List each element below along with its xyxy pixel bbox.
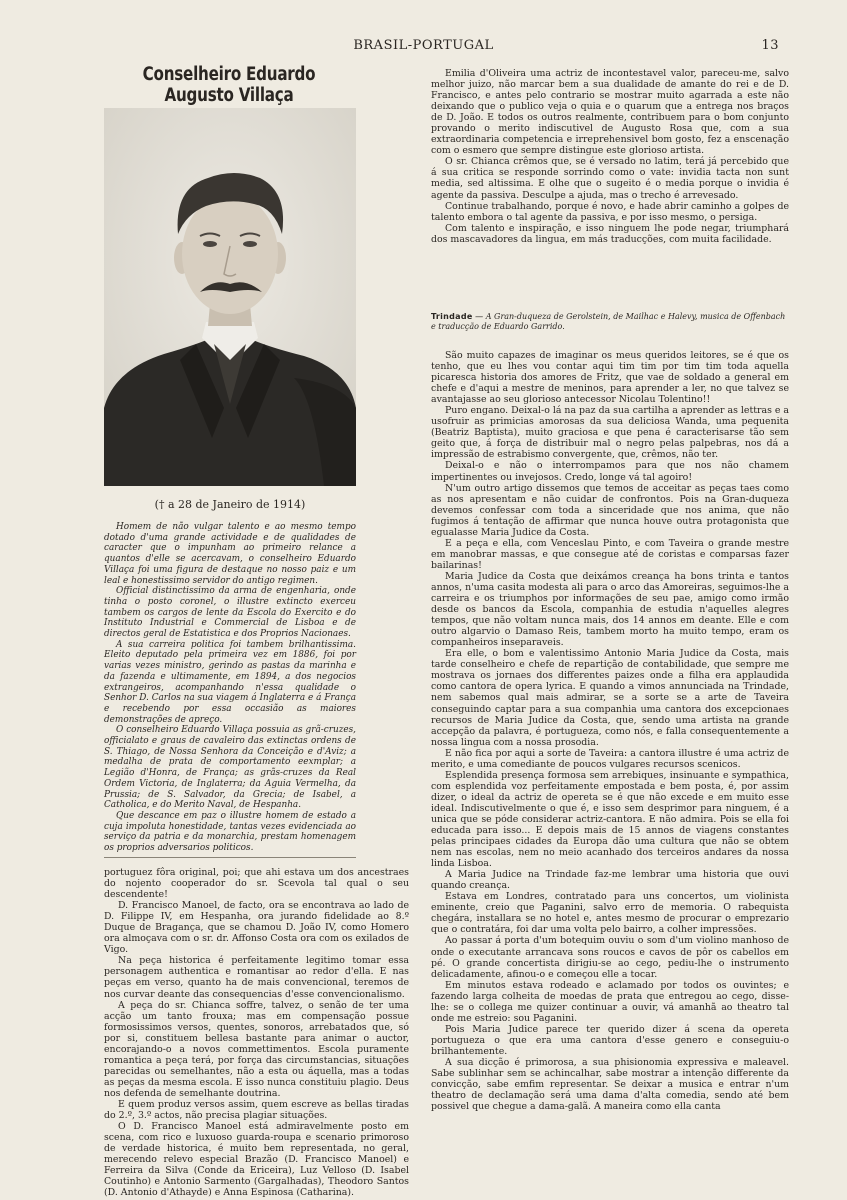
photo-caption: († a 28 de Janeiro de 1914) xyxy=(154,498,306,511)
body-paragraph: Ao passar á porta d'um botequim ouviu o som d'um violino manhoso de onde o executante arrancava sons roucos e cavos de pôr os cabellos em pé. O grande concertista dirigiu-se ao cego, pediu-lhe o instrumento delicadamente, afinou-o e começou elle a tocar. xyxy=(431,935,789,980)
section-heading-trindade xyxy=(431,312,789,332)
body-paragraph: A sua dicção é primorosa, a sua phisionomia expressiva e maleavel. Sabe sublinhar sem se achincalhar, sabe mostrar a intenção differente da convicção, sabe emfim representar. Se deixar a musica e entrar n'um theatro de declamação será uma dama d'alta comedia, sendo até bem possivel que chegue a dama-galã. A maneira como ella canta xyxy=(431,1057,789,1113)
body-paragraph: Estava em Londres, contratado para uns concertos, um violinista eminente, creio que Paganini, salvo erro de memoria. O rabequista chegára, installara se no hotel e, antes mesmo de procurar o emprezario que o contratára, foi dar uma volta pelo bairro, a colher impressões. xyxy=(431,891,789,936)
body-paragraph: Maria Judice da Costa que deixámos creança ha bons trinta e tantos annos, n'uma casita modesta ali para o arco das Amoreiras, seguimos-lhe a carreira e os triumphos por informações de seu pae, amigo como irmão desde os bancos da Escola, companhia de estudia n'aquelles alegres tempos, que não voltam nunca mais, dos 14 annos em deante. Elle e com outro algarvio o Damaso Reis, tambem morto ha muito tempo, eram os companheiros inseparaveis. xyxy=(431,570,789,649)
body-paragraph: Puro engano. Deixal-o lá na paz da sua cartilha a aprender as lettras e a usofruir as primicias amorosas da sua deliciosa Wanda, uma pequenita (Beatriz Baptista), muito graciosa e que pena é caracterisarse tão sem geito que, á força de distribuir mal o negro pelas palpebras, nos dá a impressão de estrabismo convergente, que, crêmos, não ter. xyxy=(431,405,789,461)
divider xyxy=(104,857,356,858)
body-paragraph: São muito capazes de imaginar os meus queridos leitores, se é que os tenho, que eu lhes vou contar aqui tim tim por tim tim toda aquella picaresca historia dos amores de Fritz, que vae de soldado a general em chefe e d'aqui a mestre de meninos, para aprender a ler, no que talvez se avantajasse ao seu glorioso antecessor Nicolau Tolentino!! xyxy=(431,350,789,406)
body-paragraph: portuguez fôra original, poi; que ahi estava um dos ancestraes do nojento cooperador do sr. Scevola tal qual o seu descendente! xyxy=(104,867,409,901)
biography xyxy=(104,522,356,854)
body-paragraph: Continue trabalhando, porque é novo, e hade abrir caminho a golpes de talento embora o tal agente da passiva, e por isso mesmo, o persiga. xyxy=(431,200,789,223)
bio-paragraph: A sua carreira politica foi tambem brilhantissima. Eleito deputado pela primeira vez em 1886, foi por varias vezes ministro, gerindo as pastas da marinha e da fazenda e ultimamente, em 1894, a dos negocios extrangeiros, acompanhando n'essa qualidade o Senhor D. Carlos na sua viagem á Inglaterra e á França e recebendo por essa occasião as maiores demonstrações de apreço. xyxy=(104,639,356,725)
body-paragraph: O sr. Chianca crêmos que, se é versado no latim, terá já percebido que á sua critica se responde sorrindo como o vate: invidia tacta non sunt media, sed altissima. E olhe que o sugeito é o media porque o invidia é agente da passiva. Desculpe a ajuda, mas o trecho é arrevesado. xyxy=(431,156,789,201)
article-title: Conselheiro Eduardo Augusto Villaça xyxy=(142,64,316,106)
body-paragraph: E não fica por aqui a sorte de Taveira: a cantora illustre é uma actriz de merito, e uma comediante de poucos vulgares recursos scenicos. xyxy=(431,747,789,770)
body-paragraph: D. Francisco Manoel, de facto, ora se encontrava ao lado de D. Filippe IV, em Hespanha, ora jurando fidelidade ao 8.º Duque de Bragança, que se chamou D. João IV, como Homero ora almoçava com o sr. dr. Affonso Costa ora com os exilados de Vigo. xyxy=(104,900,409,956)
body-paragraph: Emilia d'Oliveira uma actriz de incontestavel valor, pareceu-me, salvo melhor juizo, não marcar bem a sua dualidade de amante do rei e de D. Francisco, e antes pelo contrario se mostrar muito agarrada a este não deixando que o publico veja o quia e o quarum que a entrega nos braços de D. João. E todos os outros realmente, contribuem para o bom conjunto provando o merito indiscutivel de Augusto Rosa que, com a sua extraordinaria competencia e irreprehensivel bom gosto, fez a enscenação com o esmero que sempre distingue este glorioso artista. xyxy=(431,68,789,157)
body-paragraph: E a peça e ella, com Venceslau Pinto, e com Taveira o grande mestre em manobrar massas, e que consegue até de coristas e comparsas fazer bailarinas! xyxy=(431,537,789,571)
bio-paragraph: Official distinctissimo da arma de engenharia, onde tinha o posto coronel, o illustre extincto exerceu tambem os cargos de lente da Escola do Exercito e do Instituto Industrial e Commercial de Lisboa e de directos geral de Estatistica e dos Proprios Nacionaes. xyxy=(104,586,356,640)
body-paragraph: Na peça historica é perfeitamente legitimo tomar essa personagem authentica e romantisar ao redor d'ella. E nas peças em verso, quanto ha de mais convencional, teremos de nos curvar deante das consequencias d'esse convencionalismo. xyxy=(104,955,409,1000)
body-paragraph: A Maria Judice na Trindade faz-me lembrar uma historia que ouvi quando creança. xyxy=(431,869,789,892)
bio-paragraph: O conselheiro Eduardo Villaça possuia as grã-cruzes, officialato e graus de cavaleiro das extinctas ordens de S. Thiago, de Nossa Senhora da Conceição e d'Aviz; a medalha de prata de comportamento eexmplar; a Legião d'Honra, de França; as grãs-cruzes da Real Ordem Victoria, de Inglaterra; da Aguia Vermelha, da Prussia; de S. Salvador, da Grecia; de Isabel, a Catholica, e do Merito Naval, de Hespanha. xyxy=(104,725,356,811)
right-column-body xyxy=(431,350,789,1112)
publication-title: BRASIL-PORTUGAL xyxy=(353,38,494,53)
bio-paragraph: Que descance em paz o illustre homem de estado a cuja impoluta honestidade, tantas vezes evidenciada ao serviço da patria e da monarchia, prestam homenagem os proprios adversarios politicos. xyxy=(104,810,356,854)
right-column-top xyxy=(431,68,789,245)
body-paragraph: Esplendida presença formosa sem arrebiques, insinuante e sympathica, com esplendida voz perfeitamente empostada e bem posta, é, por assim dizer, o ideal da actriz de opereta se é que não excede e em muito esse ideal. Indiscutivelmente o que é, e isso sem desprimor para ninguem, é a unica que se póde considerar actriz-cantora. E não admira. Pois se ella foi educada para isso... E depois mais de 15 annos de viagens constantes pelas principaes cidades da Europa dão uma cultura que não se obtem nem nas escolas, nem no meio acanhado dos terceiros andares da nossa linda Lisboa. xyxy=(431,769,789,870)
body-paragraph: Era elle, o bom e valentissimo Antonio Maria Judice da Costa, mais tarde conselheiro e chefe de repartição de contabilidade, que sempre me mostrava os jornaes dos differentes paizes onde a filha era applaudida como cantora de opera lyrica. E quando a vimos annunciada na Trindade, nem sabemos qual mais admirar, se a sorte se a arte de Taveira conseguindo captar para a sua companhia uma cantora dos excepcionaes recursos de Maria Judice da Costa, que, sendo uma artista na grande accepção da palavra, é portugueza, como nós, e falla consequentemente a nossa lingua com a nossa prosodia. xyxy=(431,648,789,748)
body-paragraph: A peça do sr. Chianca soffre, talvez, o senão de ter uma acção um tanto frouxa; mas em compensação possue formosissimos versos, quentes, sonoros, arrebatados que, só por si, constituem bellesa bastante para animar o auctor, encorajando-o a novos commettimentos. Escola puramente romantica a peça terá, por força das circumstancias, situações parecidas ou semelhantes, não a esta ou áquella, mas a todas as peças da mesma escola. E isso nunca constituiu plagio. Deus nos defenda de semelhante doutrina. xyxy=(104,999,409,1099)
body-paragraph: E quem produz versos assim, quem escreve as bellas tiradas do 2.º, 3.º actos, não precisa plagiar situações. xyxy=(104,1098,409,1122)
body-paragraph: O D. Francisco Manoel está admiravelmente posto em scena, com rico e luxuoso guarda-roupa e scenario primoroso de verdade historica, é muito bem representada, no geral, merecendo relevo especial Brazão (D. Francisco Manoel) e Ferreira da Silva (Conde da Ericeira), Luz Velloso (D. Isabel Coutinho) e Antonio Sarmento (Gargalhadas), Theodoro Santos (D. Antonio d'Athayde) e Anna Espinosa (Catharina). xyxy=(104,1121,409,1199)
body-paragraph: Com talento e inspiração, e isso ninguem lhe pode negar, triumphará dos mascavadores da lingua, em más traducções, com muita facilidade. xyxy=(431,222,789,245)
bio-paragraph: Homem de não vulgar talento e ao mesmo tempo dotado d'uma grande actividade e de qualidades de caracter que o impunham ao primeiro relance a quantos d'elle se acercavam, o conselheiro Eduardo Villaça foi uma figura de destaque no nosso paiz e um leal e honestissimo servidor do antigo regimen. xyxy=(104,522,356,586)
body-paragraph: Deixal-o e não o interrompamos para que nos não chamem impertinentes ou invejosos. Credo, longe vá tal agoiro! xyxy=(431,460,789,483)
page-header xyxy=(0,38,847,54)
play-credits: — A Gran-duqueza de Gerolstein, de Mailhac e Halevy, musica de Offenbach e traducção de Eduardo Garrido. xyxy=(431,312,786,331)
body-paragraph: Em minutos estava rodeado e aclamado por todos os ouvintes; e fazendo larga colheita de moedas de prata que entregou ao cego, disse-lhe: se o collega me quizer continuar a ouvir, vá amanhã ao theatro tal onde me estreio: sou Paganini. xyxy=(431,979,789,1024)
body-paragraph: N'um outro artigo dissemos que temos de acceitar as peças taes como as nos apresentam e não cuidar de confrontos. Pois na Gran-duqueza devemos confessar com toda a sinceridade que nos anima, que não fugimos á tentação de affirmar que nunca houve outra protagonista que egualasse Maria Judice da Costa. xyxy=(431,482,789,538)
body-paragraph: Pois Maria Judice parece ter querido dizer á scena da opereta portugueza o que era uma cantora d'esse genero e conseguiu-o brilhantemente. xyxy=(431,1023,789,1057)
portrait-photo xyxy=(104,108,356,486)
theatre-name: Trindade xyxy=(431,312,473,321)
page-number: 13 xyxy=(761,38,779,53)
left-column-body xyxy=(104,867,409,1198)
